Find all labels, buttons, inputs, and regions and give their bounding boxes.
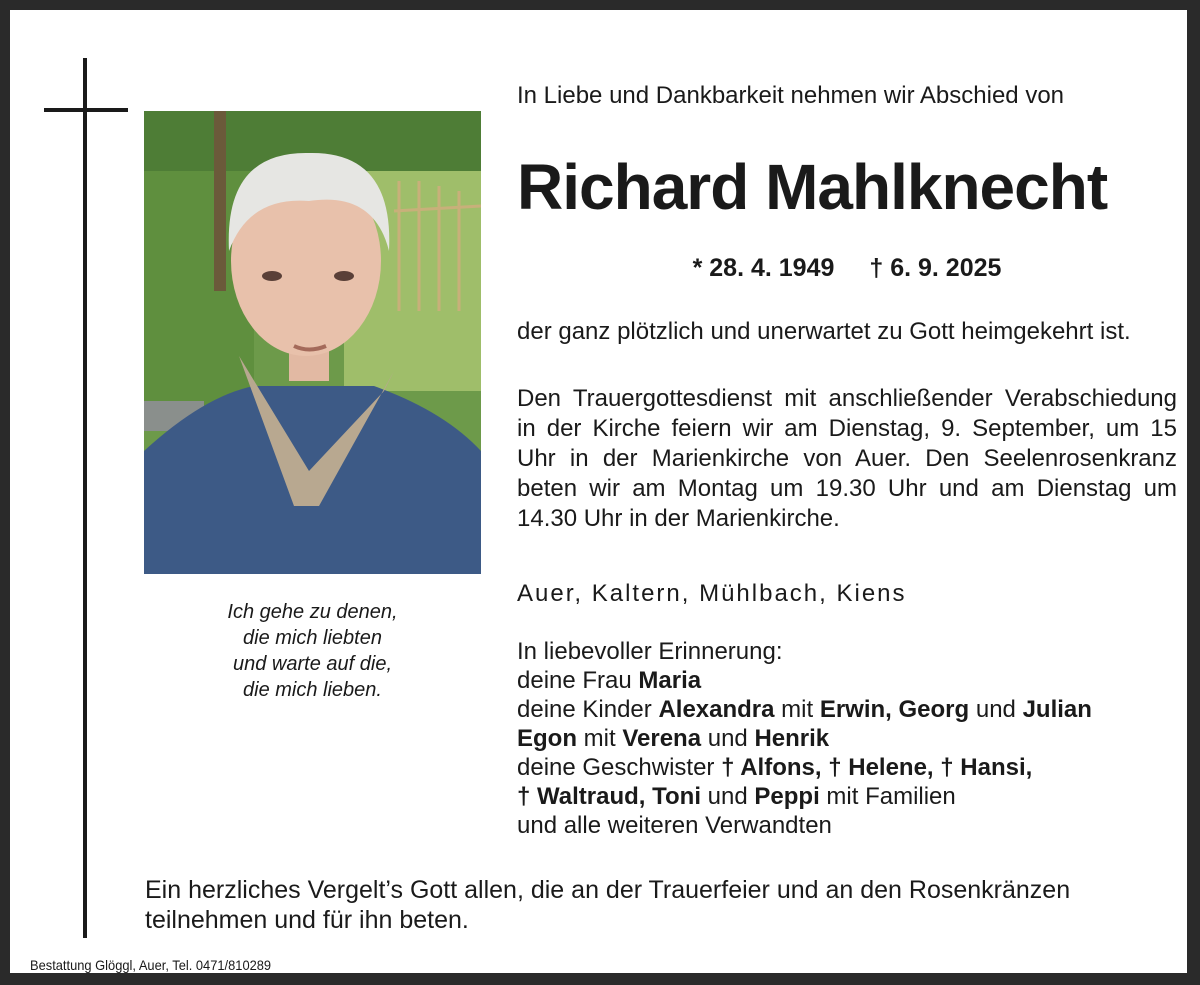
family-line-siblings: deine Geschwister † Alfons, † Helene, † Hansi, [517, 754, 1033, 781]
quote-line: und warte auf die, [233, 653, 392, 675]
family-line-relatives: und alle weiteren Verwandten [517, 812, 832, 839]
thanks-text [145, 875, 1070, 935]
deceased-name: Richard Mahlknecht [517, 151, 1108, 223]
intro-text: In Liebe und Dankbarkeit nehmen wir Abschied von [517, 82, 1065, 109]
portrait-photo [144, 111, 481, 574]
family-line-spouse: deine Frau Maria [517, 667, 702, 694]
thanks-line: teilnehmen und für ihn beten. [145, 906, 469, 934]
funeral-home-footer: Bestattung Glöggl, Auer, Tel. 0471/810289 [30, 957, 272, 973]
quote-line: Ich gehe zu denen, [227, 601, 398, 623]
cross-vertical-bar [83, 58, 87, 938]
memorial-quote [144, 599, 481, 703]
obituary-card [10, 10, 1187, 973]
birth-date: * 28. 4. 1949 [692, 254, 835, 282]
family-line-children: deine Kinder Alexandra mit Erwin, Georg und Julian [517, 696, 1092, 723]
life-dates [517, 254, 1177, 283]
announcement-paragraph: der ganz plötzlich und unerwartet zu Gott heimgekehrt ist. [517, 318, 1131, 345]
places-line: Auer, Kaltern, Mühlbach, Kiens [517, 580, 907, 607]
thanks-line: Ein herzliches Vergelt’s Gott allen, die an der Trauerfeier und an den Rosenkränzen [145, 876, 1071, 904]
quote-line: die mich liebten [243, 627, 382, 649]
service-details-paragraph: Den Trauergottesdienst mit anschließender Verabschiedung in der Kirche feiern wir am Dienstag, 9. September, um 15 Uhr in der Marienkirche von Auer. Den Seelenrosenkranz beten wir am Montag um 19.30 Uhr und am Dienstag um 14.30 Uhr in der Marienkirche. [517, 385, 1177, 532]
family-line-children-2: Egon mit Verena und Henrik [517, 725, 830, 752]
quote-line: die mich lieben. [243, 679, 382, 701]
family-heading: In liebevoller Erinnerung: [517, 638, 783, 665]
family-list [517, 637, 1092, 840]
death-date: † 6. 9. 2025 [869, 254, 1002, 282]
family-line-siblings-2: † Waltraud, Toni und Peppi mit Familien [517, 783, 956, 810]
cross-horizontal-bar [44, 108, 128, 112]
